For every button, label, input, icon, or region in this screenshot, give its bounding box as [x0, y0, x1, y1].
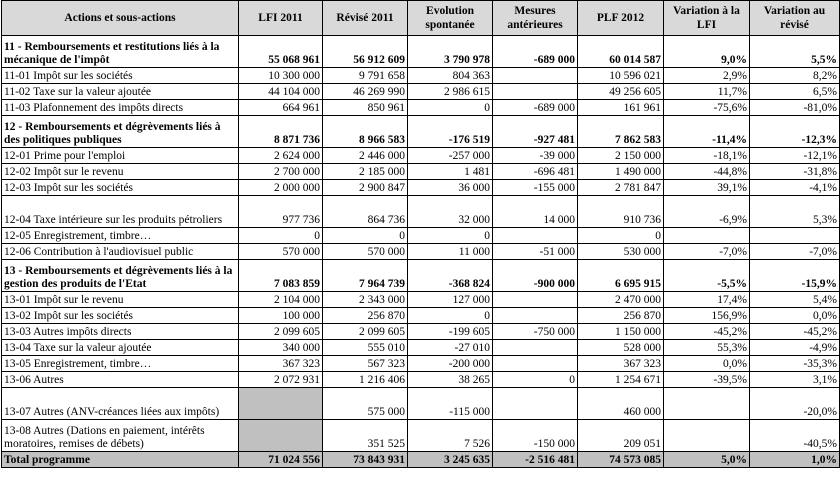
cell-plf: 209 051 [578, 420, 664, 452]
cell-revise: 9 791 658 [323, 68, 408, 84]
cell-plf: 1 490 000 [578, 164, 664, 180]
cell-var-lfi: -39,5% [664, 372, 750, 388]
row-label: 11-01 Impôt sur les sociétés [2, 68, 239, 84]
cell-mesures: -150 000 [493, 420, 578, 452]
budget-table [1, 0, 840, 468]
row-label: 13-06 Autres [2, 372, 239, 388]
cell-evol: 1 481 [408, 164, 493, 180]
cell-var-lfi [664, 228, 750, 244]
cell-plf: 910 736 [578, 196, 664, 228]
cell-revise: 555 010 [323, 340, 408, 356]
cell-plf: 6 695 915 [578, 260, 664, 292]
cell-var-rev: 8,2% [750, 68, 840, 84]
table-row [2, 84, 840, 100]
cell-revise: 2 343 000 [323, 292, 408, 308]
cell-lfi: 2 099 605 [239, 324, 323, 340]
row-label: 13-07 Autres (ANV-créances liées aux impôts) [2, 388, 239, 420]
cell-evol: 11 000 [408, 244, 493, 260]
table-row [2, 244, 840, 260]
cell-mesures [493, 356, 578, 372]
row-label: 12-04 Taxe intérieure sur les produits pétroliers [2, 196, 239, 228]
cell-plf: 530 000 [578, 244, 664, 260]
cell-revise: 2 099 605 [323, 324, 408, 340]
cell-evol: 0 [408, 100, 493, 116]
cell-lfi: 55 068 961 [239, 36, 323, 68]
cell-var-lfi: -18,1% [664, 148, 750, 164]
header-cell: Actions et sous-actions [2, 1, 239, 36]
cell-lfi: 8 871 736 [239, 116, 323, 148]
row-label: Total programme [2, 452, 239, 468]
cell-var-rev: 3,1% [750, 372, 840, 388]
cell-lfi [239, 420, 323, 452]
cell-revise: 56 912 609 [323, 36, 408, 68]
total-row [2, 452, 840, 468]
row-label: 13-05 Enregistrement, timbre… [2, 356, 239, 372]
row-label: 11-02 Taxe sur la valeur ajoutée [2, 84, 239, 100]
row-label: 11-03 Plafonnement des impôts directs [2, 100, 239, 116]
cell-var-rev: 5,4% [750, 292, 840, 308]
header-cell: Variation au révisé [750, 1, 840, 36]
cell-mesures [493, 292, 578, 308]
cell-plf: 2 781 847 [578, 180, 664, 196]
cell-var-rev: 6,5% [750, 84, 840, 100]
cell-var-lfi: -44,8% [664, 164, 750, 180]
cell-lfi: 100 000 [239, 308, 323, 324]
cell-plf: 49 256 605 [578, 84, 664, 100]
row-label: 13 - Remboursements et dégrèvements liés à la gestion des produits de l'Etat [2, 260, 239, 292]
table-row [2, 292, 840, 308]
cell-var-rev: 5,5% [750, 36, 840, 68]
cell-revise: 7 964 739 [323, 260, 408, 292]
cell-var-lfi: -11,4% [664, 116, 750, 148]
row-label: 13-03 Autres impôts directs [2, 324, 239, 340]
row-label: 12-05 Enregistrement, timbre… [2, 228, 239, 244]
cell-var-rev: -4,1% [750, 180, 840, 196]
cell-mesures [493, 228, 578, 244]
cell-lfi: 977 736 [239, 196, 323, 228]
cell-evol: -27 010 [408, 340, 493, 356]
cell-var-lfi: 39,1% [664, 180, 750, 196]
cell-var-lfi: -6,9% [664, 196, 750, 228]
cell-evol: 2 986 615 [408, 84, 493, 100]
header-cell: Variation à la LFI [664, 1, 750, 36]
cell-mesures [493, 308, 578, 324]
table-row [2, 324, 840, 340]
cell-plf: 10 596 021 [578, 68, 664, 84]
row-label: 13-01 Impôt sur le revenu [2, 292, 239, 308]
cell-var-rev: -12,3% [750, 116, 840, 148]
cell-revise: 8 966 583 [323, 116, 408, 148]
cell-revise: 256 870 [323, 308, 408, 324]
cell-mesures: 0 [493, 372, 578, 388]
cell-lfi: 7 083 859 [239, 260, 323, 292]
cell-var-rev: 1,0% [750, 452, 840, 468]
cell-var-lfi: 11,7% [664, 84, 750, 100]
row-label: 12 - Remboursements et dégrèvements liés à des politiques publiques [2, 116, 239, 148]
cell-lfi: 44 104 000 [239, 84, 323, 100]
table-row [2, 388, 840, 420]
cell-evol: 7 526 [408, 420, 493, 452]
cell-mesures: -2 516 481 [493, 452, 578, 468]
table-row [2, 196, 840, 228]
row-label: 11 - Remboursements et restitutions liés à la mécanique de l'impôt [2, 36, 239, 68]
cell-var-lfi: 156,9% [664, 308, 750, 324]
cell-lfi: 71 024 556 [239, 452, 323, 468]
cell-lfi: 2 624 000 [239, 148, 323, 164]
cell-plf: 460 000 [578, 388, 664, 420]
cell-var-lfi: 0,0% [664, 356, 750, 372]
cell-var-lfi: 5,0% [664, 452, 750, 468]
cell-var-rev: -40,5% [750, 420, 840, 452]
cell-mesures: -750 000 [493, 324, 578, 340]
cell-evol: -200 000 [408, 356, 493, 372]
cell-plf: 0 [578, 228, 664, 244]
cell-evol: 3 790 978 [408, 36, 493, 68]
cell-var-lfi: 17,4% [664, 292, 750, 308]
header-cell: Révisé 2011 [323, 1, 408, 36]
cell-evol: 3 245 635 [408, 452, 493, 468]
cell-var-lfi: 55,3% [664, 340, 750, 356]
cell-plf: 60 014 587 [578, 36, 664, 68]
cell-var-rev: -15,9% [750, 260, 840, 292]
cell-evol: 0 [408, 308, 493, 324]
cell-lfi: 2 072 931 [239, 372, 323, 388]
cell-lfi: 664 961 [239, 100, 323, 116]
cell-var-rev: -45,2% [750, 324, 840, 340]
table-row [2, 164, 840, 180]
cell-mesures: -689 000 [493, 36, 578, 68]
cell-revise: 46 269 990 [323, 84, 408, 100]
cell-mesures [493, 68, 578, 84]
cell-mesures: -155 000 [493, 180, 578, 196]
cell-var-lfi: -45,2% [664, 324, 750, 340]
row-label: 12-02 Impôt sur le revenu [2, 164, 239, 180]
cell-evol: 127 000 [408, 292, 493, 308]
cell-revise: 0 [323, 228, 408, 244]
cell-mesures [493, 388, 578, 420]
cell-plf: 256 870 [578, 308, 664, 324]
cell-mesures [493, 84, 578, 100]
cell-var-lfi: -7,0% [664, 244, 750, 260]
cell-evol: 32 000 [408, 196, 493, 228]
cell-lfi: 367 323 [239, 356, 323, 372]
table-row [2, 420, 840, 452]
cell-var-rev: -31,8% [750, 164, 840, 180]
group-row [2, 116, 840, 148]
cell-revise: 2 185 000 [323, 164, 408, 180]
cell-plf: 367 323 [578, 356, 664, 372]
cell-revise: 567 323 [323, 356, 408, 372]
table-row [2, 100, 840, 116]
group-row [2, 260, 840, 292]
row-label: 13-08 Autres (Dations en paiement, intérêts moratoires, remises de débets) [2, 420, 239, 452]
row-label: 12-03 Impôt sur les sociétés [2, 180, 239, 196]
cell-plf: 7 862 583 [578, 116, 664, 148]
cell-evol: 804 363 [408, 68, 493, 84]
cell-var-lfi [664, 388, 750, 420]
cell-mesures: -900 000 [493, 260, 578, 292]
cell-evol: 0 [408, 228, 493, 244]
table-header-row [2, 1, 840, 36]
cell-evol: -176 519 [408, 116, 493, 148]
table-row [2, 180, 840, 196]
cell-var-rev: 0,0% [750, 308, 840, 324]
header-cell: Evolution spontanée [408, 1, 493, 36]
row-label: 12-01 Prime pour l'emploi [2, 148, 239, 164]
cell-revise: 2 446 000 [323, 148, 408, 164]
table-row [2, 68, 840, 84]
cell-var-rev [750, 228, 840, 244]
row-label: 13-02 Impôt sur les sociétés [2, 308, 239, 324]
cell-evol: -115 000 [408, 388, 493, 420]
cell-var-rev: 5,3% [750, 196, 840, 228]
cell-plf: 528 000 [578, 340, 664, 356]
cell-lfi: 570 000 [239, 244, 323, 260]
table-row [2, 308, 840, 324]
cell-plf: 1 254 671 [578, 372, 664, 388]
row-label: 12-06 Contribution à l'audiovisuel public [2, 244, 239, 260]
cell-mesures: -51 000 [493, 244, 578, 260]
cell-evol: -368 824 [408, 260, 493, 292]
cell-revise: 2 900 847 [323, 180, 408, 196]
row-label: 13-04 Taxe sur la valeur ajoutée [2, 340, 239, 356]
cell-evol: -199 605 [408, 324, 493, 340]
cell-revise: 570 000 [323, 244, 408, 260]
cell-evol: -257 000 [408, 148, 493, 164]
cell-var-rev: -4,9% [750, 340, 840, 356]
cell-mesures: -689 000 [493, 100, 578, 116]
cell-plf: 1 150 000 [578, 324, 664, 340]
cell-var-rev: -20,0% [750, 388, 840, 420]
cell-lfi: 0 [239, 228, 323, 244]
cell-revise: 575 000 [323, 388, 408, 420]
cell-lfi: 2 000 000 [239, 180, 323, 196]
table-row [2, 148, 840, 164]
cell-revise: 864 736 [323, 196, 408, 228]
cell-plf: 2 150 000 [578, 148, 664, 164]
cell-revise: 351 525 [323, 420, 408, 452]
cell-lfi: 2 104 000 [239, 292, 323, 308]
cell-plf: 2 470 000 [578, 292, 664, 308]
cell-evol: 38 265 [408, 372, 493, 388]
cell-var-lfi: 2,9% [664, 68, 750, 84]
header-cell: PLF 2012 [578, 1, 664, 36]
cell-revise: 73 843 931 [323, 452, 408, 468]
cell-var-lfi: -75,6% [664, 100, 750, 116]
header-cell: LFI 2011 [239, 1, 323, 36]
cell-mesures: -696 481 [493, 164, 578, 180]
table-row [2, 356, 840, 372]
header-cell: Mesures antérieures [493, 1, 578, 36]
cell-lfi: 2 700 000 [239, 164, 323, 180]
cell-mesures [493, 340, 578, 356]
cell-var-lfi: 9,0% [664, 36, 750, 68]
cell-mesures: -39 000 [493, 148, 578, 164]
cell-lfi: 10 300 000 [239, 68, 323, 84]
cell-var-rev: -81,0% [750, 100, 840, 116]
group-row [2, 36, 840, 68]
cell-plf: 161 961 [578, 100, 664, 116]
table-row [2, 340, 840, 356]
cell-var-lfi [664, 420, 750, 452]
cell-plf: 74 573 085 [578, 452, 664, 468]
cell-lfi [239, 388, 323, 420]
table-row [2, 372, 840, 388]
cell-var-rev: -35,3% [750, 356, 840, 372]
table-row [2, 228, 840, 244]
cell-revise: 1 216 406 [323, 372, 408, 388]
cell-mesures: -927 481 [493, 116, 578, 148]
cell-var-rev: -12,1% [750, 148, 840, 164]
cell-revise: 850 961 [323, 100, 408, 116]
cell-var-rev: -7,0% [750, 244, 840, 260]
cell-evol: 36 000 [408, 180, 493, 196]
cell-lfi: 340 000 [239, 340, 323, 356]
cell-mesures: 14 000 [493, 196, 578, 228]
cell-var-lfi: -5,5% [664, 260, 750, 292]
